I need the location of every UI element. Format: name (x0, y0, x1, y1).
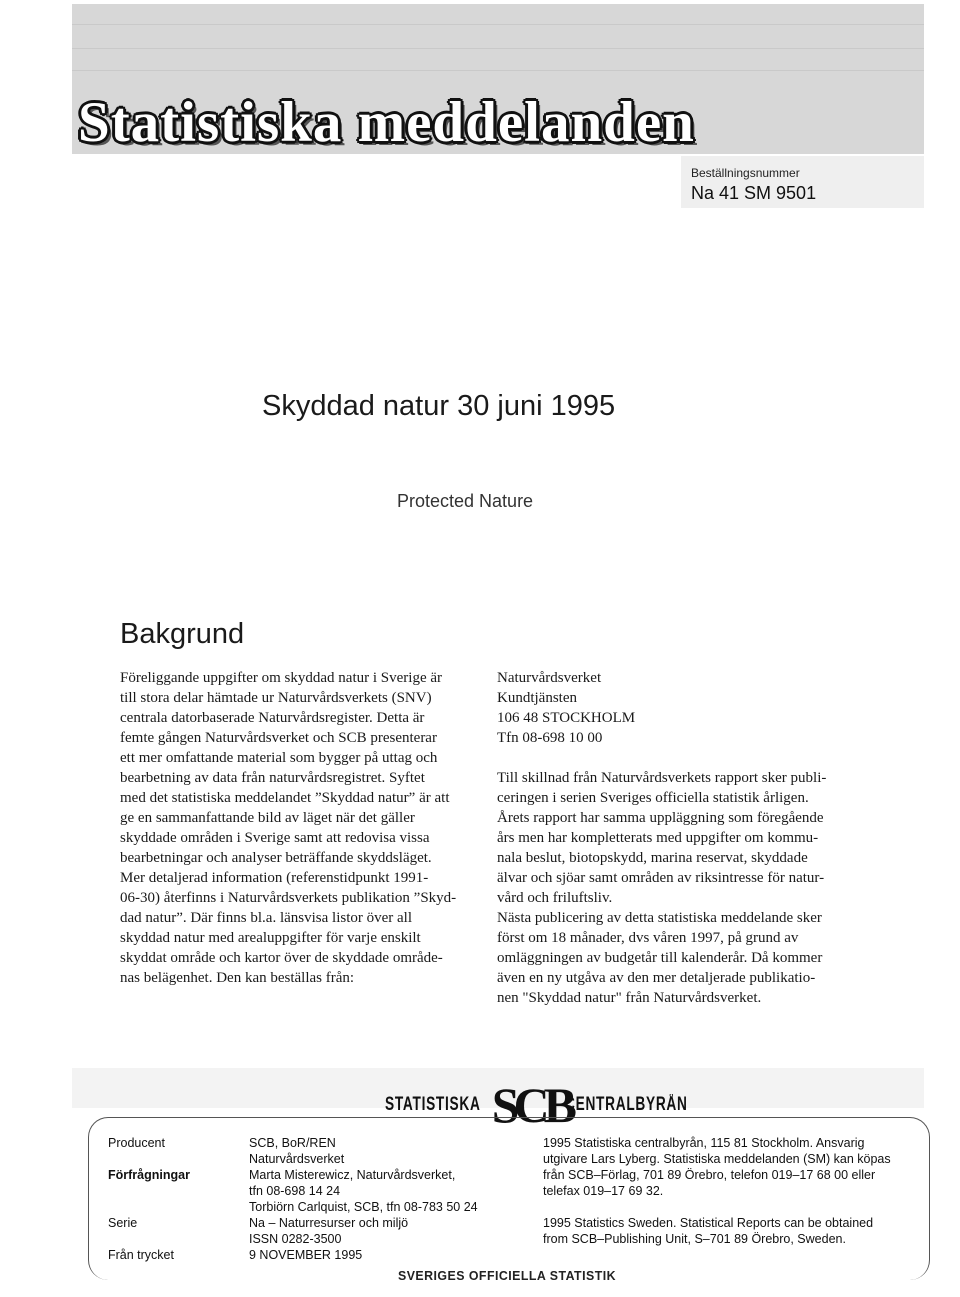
fran-trycket-label: Från trycket (108, 1248, 174, 1262)
text-line: skyddade områden i Sverige samt att redovisa vissa (120, 830, 430, 846)
text-line: ceringen i serien Sveriges officiella statistik årligen. (497, 790, 809, 806)
address-line: 106 48 STOCKHOLM (497, 710, 636, 726)
text-line: skyddad natur med arealuppgifter för varje enskilt (120, 930, 421, 946)
copyright-line: from SCB–Publishing Unit, S–701 89 Örebro, Sweden. (543, 1232, 846, 1246)
logo-word-right: CENTRALBYRÅN (565, 1094, 688, 1115)
producent-value: SCB, BoR/REN (249, 1136, 336, 1150)
text-line: Nästa publicering av detta statistiska meddelande sker (497, 910, 822, 926)
text-line: ett mer omfattande material som bygger på uttag och (120, 750, 438, 766)
text-line: Årets rapport har samma uppläggning som föregående (497, 810, 824, 826)
text-line: omläggningen av budgetår till kalenderår. Då kommer (497, 950, 823, 966)
text-line: nala beslut, biotopskydd, marina reservat, skyddade (497, 850, 808, 866)
order-number-box (681, 156, 924, 208)
serie-label: Serie (108, 1216, 138, 1230)
text-line: femte gången Naturvårdsverket och SCB presenterar (120, 730, 437, 746)
copyright-line: från SCB–Förlag, 701 89 Örebro, telefon 019–17 68 00 eller (543, 1168, 876, 1182)
producent-label: Producent (108, 1136, 165, 1150)
text-line: även en ny utgåva av den mer detaljerade publikatio- (497, 970, 816, 986)
copyright-line: 1995 Statistics Sweden. Statistical Reports can be obtained (543, 1216, 874, 1230)
address-line: Tfn 08-698 10 00 (497, 730, 603, 746)
order-number: Na 41 SM 9501 (691, 183, 817, 203)
text-line: vård och friluftsliv. (497, 890, 613, 906)
text-line: nas belägenhet. Den kan beställas från: (120, 970, 355, 986)
forfragningar-value: Marta Misterewicz, Naturvårdsverket, (249, 1168, 456, 1182)
producent-value: Naturvårdsverket (249, 1152, 345, 1166)
text-line: Föreliggande uppgifter om skyddad natur i Sverige är (120, 670, 443, 686)
text-line: älvar och sjöar samt områden av riksintresse för natur- (497, 870, 825, 886)
address-line: Naturvårdsverket (497, 670, 602, 686)
section-heading: Bakgrund (120, 618, 245, 650)
text-line: till stora delar hämtade ur Naturvårdsverkets (SNV) (120, 690, 432, 706)
copyright-line: telefax 019–17 69 32. (543, 1184, 664, 1198)
forfragningar-label: Förfrågningar (108, 1168, 190, 1182)
official-statistics-caption: SVERIGES OFFICIELLA STATISTIK (398, 1268, 617, 1283)
text-line: Till skillnad från Naturvårdsverkets rapport sker publi- (497, 770, 827, 786)
order-number-label: Beställningsnummer (691, 166, 800, 180)
address-line: Kundtjänsten (497, 690, 577, 706)
document-title: Skyddad natur 30 juni 1995 (262, 390, 616, 422)
text-line: centrala datorbaserade Naturvårdsregister. Detta är (120, 710, 425, 726)
copyright-line: 1995 Statistiska centralbyrån, 115 81 Stockholm. Ansvarig (543, 1136, 865, 1150)
document-subtitle: Protected Nature (397, 491, 534, 511)
series-title: Statistiska meddelanden (78, 91, 695, 154)
copyright-line: utgivare Lars Lyberg. Statistiska meddelanden (SM) kan köpas (543, 1152, 891, 1166)
serie-value: Na – Naturresurser och miljö (249, 1216, 409, 1230)
text-line: års men har kompletterats med uppgifter om kommu- (497, 830, 819, 846)
logo-word-left: STATISTISKA (385, 1094, 481, 1115)
copyright-swedish (543, 1135, 913, 1199)
text-line: med det statistiska meddelandet ”Skyddad natur” är att (120, 790, 450, 806)
text-line: nen "Skyddad natur" från Naturvårdsverket. (497, 990, 762, 1006)
text-line: 06-30) återfinns i Naturvårdsverkets publikation ”Skyd- (120, 890, 457, 906)
copyright-english (543, 1215, 913, 1247)
right-column-text (497, 668, 857, 1008)
text-line: Mer detaljerad information (referenstidpunkt 1991- (120, 870, 429, 886)
text-line: bearbetning av data från naturvårdsregistret. Syftet (120, 770, 425, 786)
text-line: dad natur”. Där finns bl.a. länsvisa listor över all (120, 910, 413, 926)
left-column-text (120, 668, 472, 988)
fran-trycket-value: 9 NOVEMBER 1995 (249, 1248, 363, 1262)
text-line: bearbetningar och analyser beträffande skyddsläget. (120, 850, 432, 866)
serie-value: ISSN 0282-3500 (249, 1232, 342, 1246)
header-banner (72, 4, 924, 154)
forfragningar-value: Torbiörn Carlquist, SCB, tfn 08-783 50 24 (249, 1200, 478, 1214)
forfragningar-value: tfn 08-698 14 24 (249, 1184, 341, 1198)
text-line: först om 18 månader, dvs våren 1997, på grund av (497, 930, 799, 946)
text-line: skyddat område och kartor över de skyddade område- (120, 950, 443, 966)
text-line: ge en sammanfattande bild av läget när det gäller (120, 810, 415, 826)
scb-logo-mark: SCB (491, 1077, 572, 1133)
